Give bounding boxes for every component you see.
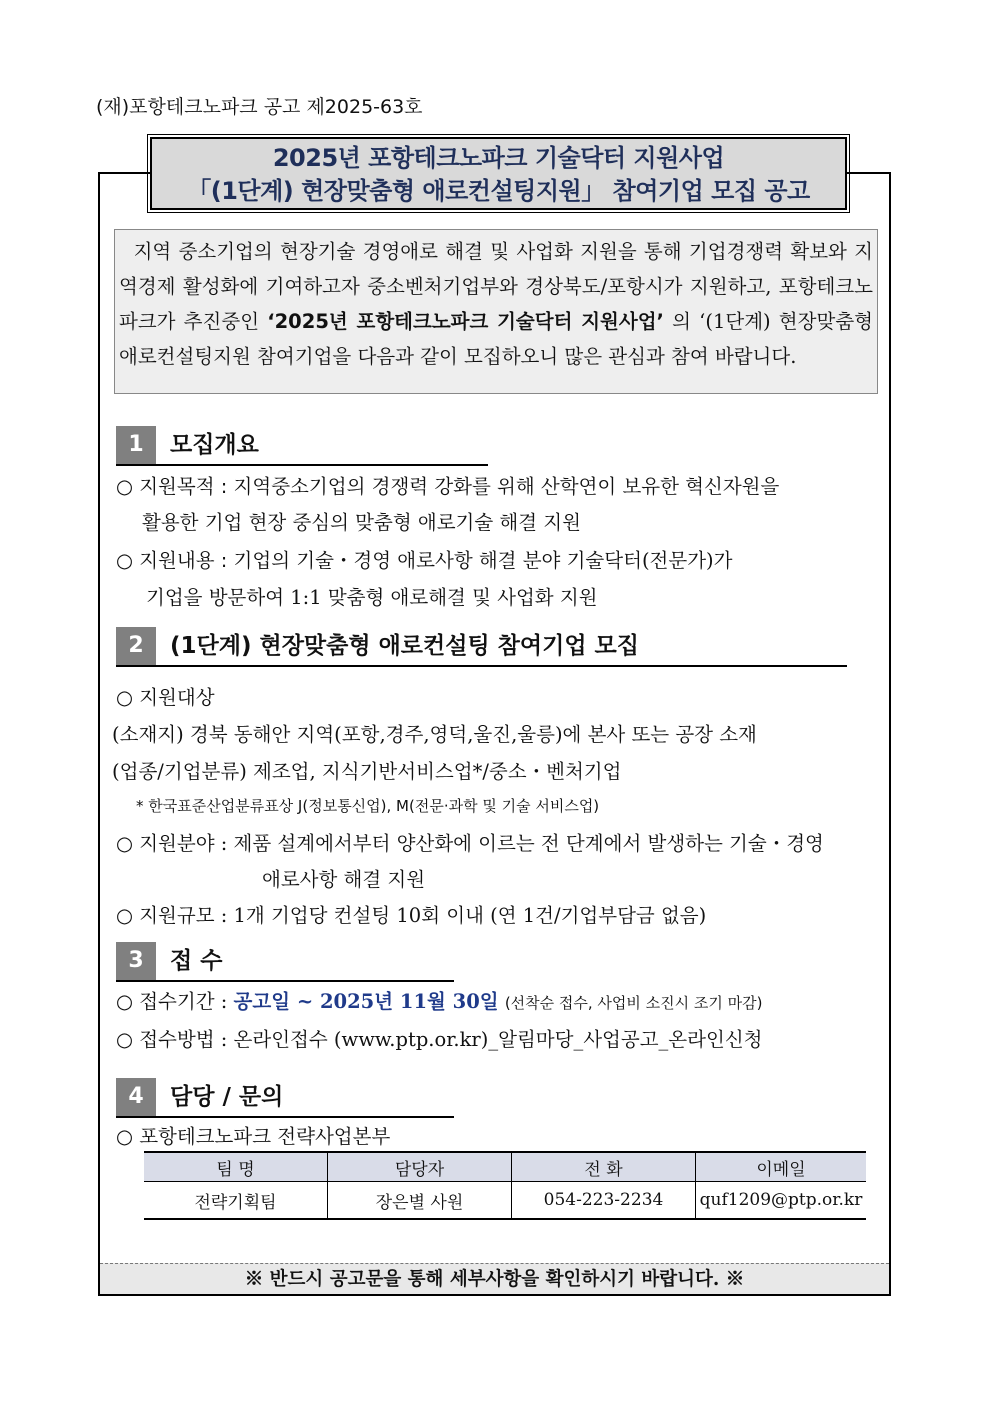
section-title: 접 수: [170, 948, 223, 974]
header-team: 팀 명: [144, 1152, 328, 1182]
intro-paragraph: [114, 229, 878, 394]
section-underline: [116, 980, 454, 982]
period-label: ○ 접수기간 :: [116, 990, 228, 1013]
scale-line: ○ 지원규모 : 1개 기업당 컨설팅 10회 이내 (연 1건/기업부담금 없음): [116, 904, 707, 927]
section-underline: [116, 1116, 454, 1118]
cell-team: 전략기획팀: [144, 1182, 328, 1220]
purpose-text: 지역중소기업의 경쟁력 강화를 위해 산학연이 보유한 혁신자원을: [233, 475, 780, 498]
cell-email: quf1209@ptp.or.kr: [696, 1182, 867, 1220]
field-label: ○ 지원분야 :: [116, 832, 228, 855]
header-manager: 담당자: [328, 1152, 512, 1182]
title-box: [150, 137, 847, 210]
target-heading: ○ 지원대상: [116, 686, 215, 709]
cell-manager: 장은별 사원: [328, 1182, 512, 1220]
content-text: 기업의 기술・경영 애로사항 해결 분야 기술닥터(전문가)가: [233, 549, 733, 572]
section-number: 4: [116, 1078, 156, 1116]
method-line: [116, 1024, 763, 1052]
period-note: (선착순 접수, 사업비 소진시 조기 마감): [504, 994, 763, 1012]
title-line-1: 2025년 포항테크노파크 기술닥터 지원사업: [272, 144, 725, 172]
contact-table: [144, 1151, 866, 1220]
section-title: 모집개요: [170, 432, 259, 458]
intro-part-2: 의 ‘(1단계) 현장맞춤형 애로컨설팅지원 참여기업을 다음과 같이 모집하오니 많은 관심과 참여 바랍니다.: [119, 310, 873, 368]
content-line-2: 기업을 방문하여 1:1 맞춤형 애로해결 및 사업화 지원: [146, 586, 598, 609]
field-line-2: 애로사항 해결 지원: [262, 868, 426, 891]
footer-notice: ※ 반드시 공고문을 통해 세부사항을 확인하시기 바랍니다. ※: [100, 1263, 889, 1294]
header-phone: 전 화: [512, 1152, 696, 1182]
section-number: 2: [116, 627, 156, 665]
intro-part-1: 지역 중소기업의 현장기술 경영애로 해결 및 사업화 지원을 통해 기업경쟁력 확보와 지역경제 활성화에 기여하고자 중소벤처기업부와 경상북도/포항시가 지원하고, 포항테크노파크가 추진중인: [119, 240, 873, 333]
method-label: ○ 접수방법 :: [116, 1028, 228, 1051]
purpose-line-2: 활용한 기업 현장 중심의 맞춤형 애로기술 해결 지원: [142, 511, 581, 534]
field-line-1: [116, 828, 824, 856]
contact-org: ○ 포항테크노파크 전략사업본부: [116, 1125, 391, 1148]
field-text: 제품 설계에서부터 양산화에 이르는 전 단계에서 발생하는 기술・경영: [233, 832, 824, 855]
industry-note: * 한국표준산업분류표상 J(정보통신업), M(전문·과학 및 기술 서비스업): [136, 797, 600, 815]
table-row: [144, 1182, 866, 1220]
method-value: 온라인접수 (www.ptp.or.kr)_알림마당_사업공고_온라인신청: [233, 1028, 763, 1051]
period-line: [116, 986, 762, 1014]
content-line-1: [116, 545, 733, 573]
period-value: 공고일 ~ 2025년 11월 30일: [233, 990, 499, 1013]
section-title: 담당 / 문의: [170, 1084, 284, 1110]
table-header-row: [144, 1152, 866, 1182]
industry-line: (업종/기업분류) 제조업, 지식기반서비스업*/중소・벤처기업: [112, 760, 622, 783]
title-line-2: 「(1단계) 현장맞춤형 애로컨설팅지원」 참여기업 모집 공고: [187, 177, 810, 205]
purpose-line-1: [116, 471, 779, 499]
notice-number: (재)포항테크노파크 공고 제2025-63호: [96, 96, 423, 118]
section-number: 3: [116, 942, 156, 980]
location-line: (소재지) 경북 동해안 지역(포항,경주,영덕,울진,울릉)에 본사 또는 공장 소재: [112, 723, 757, 746]
section-underline: [116, 665, 847, 667]
cell-phone: 054-223-2234: [512, 1182, 696, 1220]
purpose-label: ○ 지원목적 :: [116, 475, 228, 498]
section-underline: [116, 464, 488, 466]
section-number: 1: [116, 426, 156, 464]
header-email: 이메일: [696, 1152, 867, 1182]
intro-bold: ‘2025년 포항테크노파크 기술닥터 지원사업’: [267, 310, 664, 333]
content-label: ○ 지원내용 :: [116, 549, 228, 572]
section-title: (1단계) 현장맞춤형 애로컨설팅 참여기업 모집: [170, 633, 639, 659]
